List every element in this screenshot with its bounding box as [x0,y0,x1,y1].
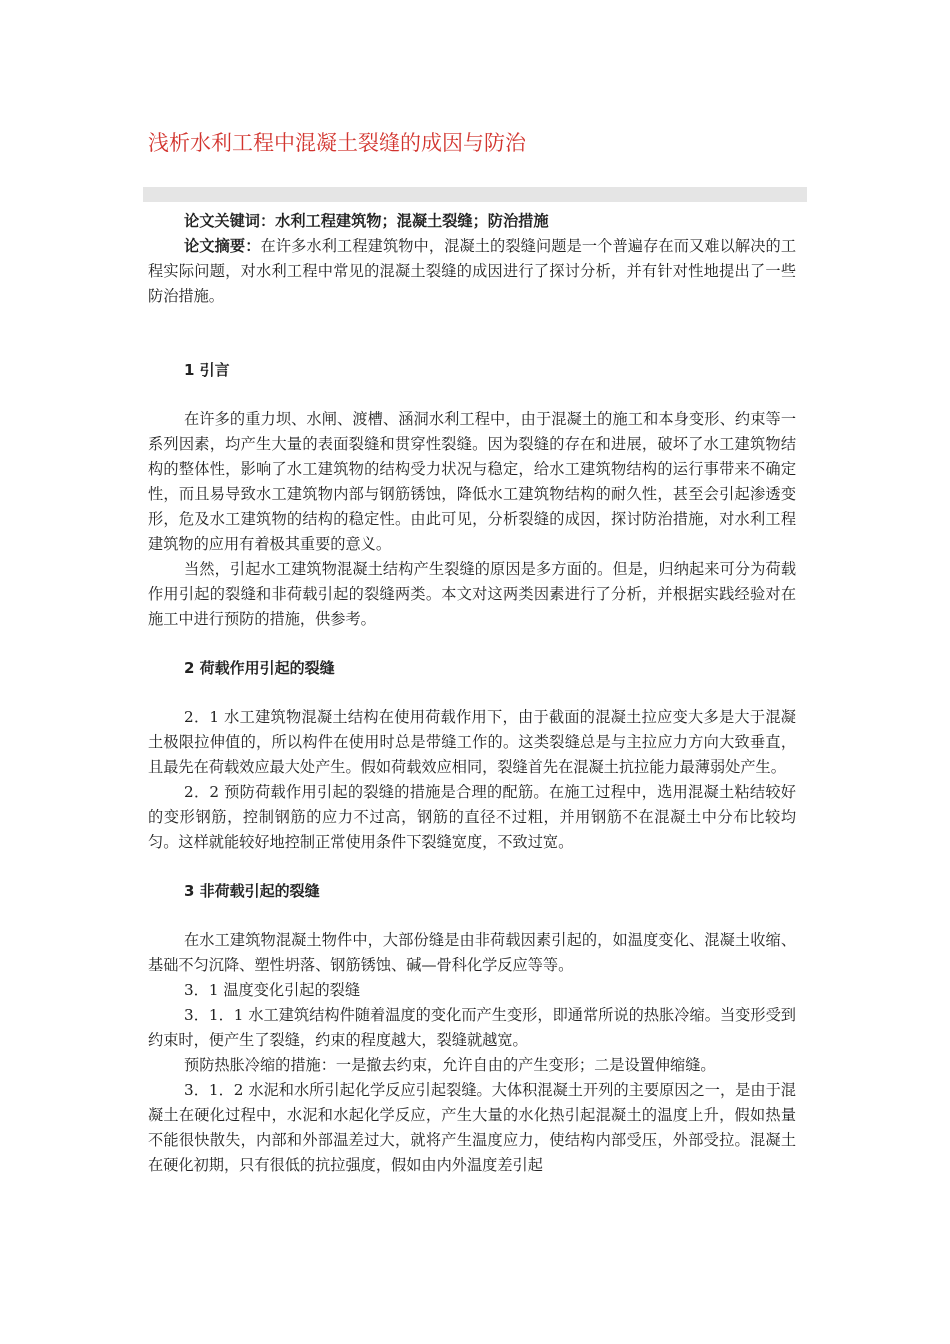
paragraph: 2．2 预防荷载作用引起的裂缝的措施是合理的配筋。在施工过程中，选用混凝土粘结较好的变形钢筋，控制钢筋的应力不过高，钢筋的直径不过粗，并用钢筋不在混凝土中分布比较均匀。这样就能较好地控制正常使用条件下裂缝宽度，不致过宽。 [148,783,796,851]
section-heading-intro: 1 引言 [184,361,230,379]
paragraph: 在水工建筑物混凝土物件中，大部份缝是由非荷载因素引起的，如温度变化、混凝土收缩、基础不匀沉降、塑性坍落、钢筋锈蚀、碱—骨科化学反应等等。 [148,931,796,974]
abstract-text: 在许多水利工程建筑物中，混凝土的裂缝问题是一个普遍存在而又难以解决的工程实际问题，对水利工程中常见的混凝土裂缝的成因进行了探讨分析，并有针对性地提出了一些防治措施。 [148,237,797,305]
paragraph: 3．1．1 水工建筑结构件随着温度的变化而产生变形，即通常所说的热胀冷缩。当变形受到约束时，便产生了裂缝，约束的程度越大，裂缝就越宽。 [148,1006,796,1049]
document-title: 浅析水利工程中混凝土裂缝的成因与防治 [148,131,526,155]
paragraph: 3．1 温度变化引起的裂缝 [184,981,361,999]
document-body [148,209,796,1178]
paragraph: 3．1．2 水泥和水所引起化学反应引起裂缝。大体积混凝土开列的主要原因之一，是由于混凝土在硬化过程中，水泥和水起化学反应，产生大量的水化热引起混凝土的温度上升，假如热量不能很快散失，内部和外部温差过大，就将产生温度应力，使结构内部受压，外部受拉。混凝土在硬化初期，只有很低的抗拉强度，假如由内外温度差引起 [148,1081,796,1174]
paragraph: 在许多的重力坝、水闸、渡槽、涵洞水利工程中，由于混凝土的施工和本身变形、约束等一系列因素，均产生大量的表面裂缝和贯穿性裂缝。因为裂缝的存在和进展，破坏了水工建筑物结构的整体性，影响了水工建筑物的结构受力状况与稳定，给水工建筑物结构的运行事带来不确定性，而且易导致水工建筑物内部与钢筋锈蚀，降低水工建筑物结构的耐久性，甚至会引起渗透变形，危及水工建筑物的结构的稳定性。由此可见，分析裂缝的成因，探讨防治措施，对水利工程建筑物的应用有着极其重要的意义。 [148,410,796,553]
section-heading-nonload-cracks: 3 非荷载引起的裂缝 [184,882,320,900]
title-divider [143,187,807,202]
abstract-label: 论文摘要： [184,237,261,255]
section-heading-load-cracks: 2 荷载作用引起的裂缝 [184,659,335,677]
paragraph: 2．1 水工建筑物混凝土结构在使用荷载作用下，由于截面的混凝土拉应变大多是大于混凝土极限拉伸值的，所以构件在使用时总是带缝工作的。这类裂缝总是与主拉应力方向大致垂直，且最先在荷载效应最大处产生。假如荷载效应相同，裂缝首先在混凝土抗拉能力最薄弱处产生。 [148,708,796,776]
keywords-line: 论文关键词：水利工程建筑物；混凝土裂缝；防治措施 [184,212,549,230]
abstract-paragraph [148,234,796,309]
paragraph: 当然，引起水工建筑物混凝土结构产生裂缝的原因是多方面的。但是，归纳起来可分为荷载作用引起的裂缝和非荷载引起的裂缝两类。本文对这两类因素进行了分析，并根据实践经验对在施工中进行预防的措施，供参考。 [148,560,796,628]
paragraph: 预防热胀冷缩的措施：一是撤去约束，允许自由的产生变形；二是设置伸缩缝。 [184,1056,716,1074]
